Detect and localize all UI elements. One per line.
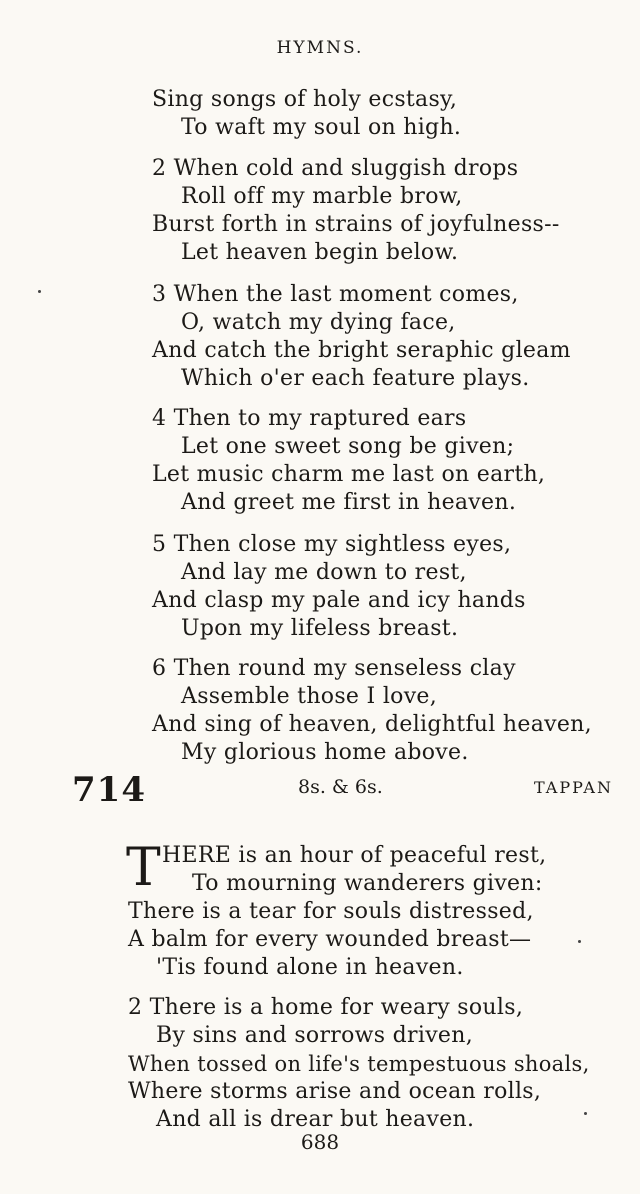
verse-line: There is a tear for souls distressed, xyxy=(128,899,534,924)
verse-line: To mourning wanderers given: xyxy=(192,871,543,896)
verse-line: 5 Then close my sightless eyes, xyxy=(152,532,512,557)
verse-line: My glorious home above. xyxy=(181,740,469,765)
verse-line: O, watch my dying face, xyxy=(181,310,456,335)
verse-line: And lay me down to rest, xyxy=(181,560,467,585)
page-number: 688 xyxy=(300,1130,340,1154)
verse-line: And clasp my pale and icy hands xyxy=(152,588,526,613)
verse-line: 3 When the last moment comes, xyxy=(152,282,519,307)
verse-line: And all is drear but heaven. xyxy=(156,1107,475,1132)
verse-line: 6 Then round my senseless clay xyxy=(152,656,516,681)
hymn-meter: 8s. & 6s. xyxy=(298,776,383,798)
verse-line: Let music charm me last on earth, xyxy=(152,462,546,487)
verse-line: And catch the bright seraphic gleam xyxy=(152,338,571,363)
hymn-number: 714 xyxy=(72,770,146,810)
verse-line: Let heaven begin below. xyxy=(181,240,459,265)
ink-speck xyxy=(578,940,581,943)
ink-speck xyxy=(38,290,41,293)
verse-line: 2 When cold and sluggish drops xyxy=(152,156,519,181)
verse-line: HERE is an hour of peaceful rest, xyxy=(162,843,547,868)
verse-line: Sing songs of holy ecstasy, xyxy=(152,87,458,112)
verse-line: Burst forth in strains of joyfulness-- xyxy=(152,212,560,237)
verse-line: And sing of heaven, delightful heaven, xyxy=(152,712,592,737)
hymn-tune: TAPPAN xyxy=(534,778,613,797)
verse-line: Which o'er each feature plays. xyxy=(181,366,530,391)
verse-line: Where storms arise and ocean rolls, xyxy=(128,1079,542,1104)
verse-line: 2 There is a home for weary souls, xyxy=(128,995,524,1020)
ink-speck xyxy=(584,1112,587,1115)
verse-line: By sins and sorrows driven, xyxy=(156,1023,474,1048)
verse-line: To waft my soul on high. xyxy=(181,115,462,140)
verse-line: A balm for every wounded breast— xyxy=(128,927,532,952)
running-head: HYMNS. xyxy=(276,38,364,58)
verse-line: 4 Then to my raptured ears xyxy=(152,406,467,431)
verse-line: And greet me first in heaven. xyxy=(181,490,517,515)
verse-line: Assemble those I love, xyxy=(181,684,438,709)
verse-line: Upon my lifeless breast. xyxy=(181,616,459,641)
drop-cap: T xyxy=(126,838,161,898)
verse-line: When tossed on life's tempestuous shoals, xyxy=(128,1052,590,1076)
verse-line: Let one sweet song be given; xyxy=(181,434,515,459)
verse-line: 'Tis found alone in heaven. xyxy=(156,955,464,980)
verse-line: Roll off my marble brow, xyxy=(181,184,463,209)
